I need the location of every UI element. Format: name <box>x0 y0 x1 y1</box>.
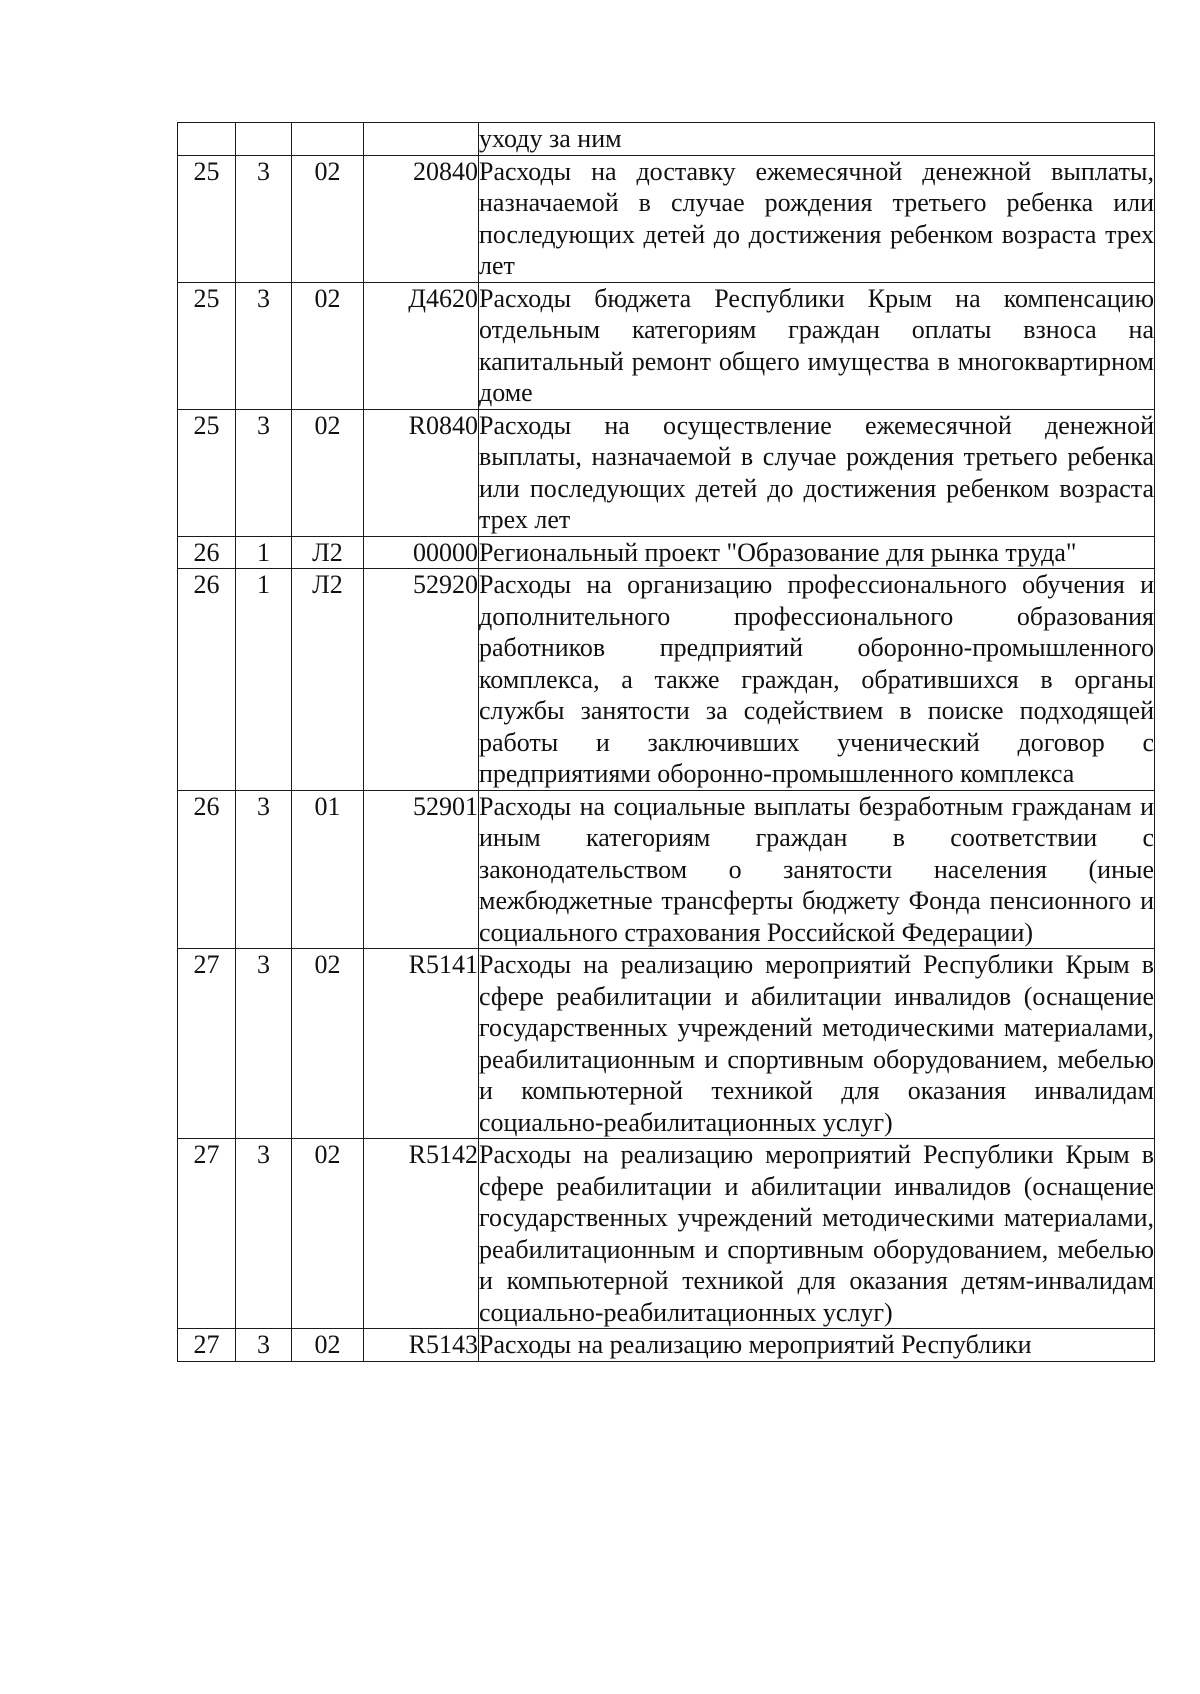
cell-code-1: 27 <box>178 1329 236 1362</box>
cell-code-4: 00000 <box>364 536 479 569</box>
cell-code-3: 01 <box>292 790 364 949</box>
cell-code-1: 27 <box>178 1139 236 1329</box>
table-row <box>178 1329 1155 1362</box>
cell-code-3: Л2 <box>292 569 364 791</box>
table-row <box>178 569 1155 791</box>
table-row <box>178 123 1155 156</box>
cell-code-2: 3 <box>236 409 292 536</box>
cell-code-4: 52901 <box>364 790 479 949</box>
cell-code-2: 1 <box>236 569 292 791</box>
cell-code-4: 20840 <box>364 155 479 282</box>
cell-code-2: 3 <box>236 282 292 409</box>
cell-code-4: R5141 <box>364 949 479 1139</box>
cell-code-4: R0840 <box>364 409 479 536</box>
cell-code-3: 02 <box>292 1139 364 1329</box>
table-row <box>178 155 1155 282</box>
table-row <box>178 949 1155 1139</box>
table-row <box>178 536 1155 569</box>
budget-classification-table <box>177 122 1155 1362</box>
cell-description: Расходы на осуществление ежемесячной денежной выплаты, назначаемой в случае рождения третьего ребенка или последующих детей до достижения ребенком возраста трех лет <box>479 410 1154 534</box>
cell-code-1: 25 <box>178 282 236 409</box>
cell-code-4: Д4620 <box>364 282 479 409</box>
cell-code-3: 02 <box>292 282 364 409</box>
cell-code-4 <box>364 123 479 156</box>
cell-description: Расходы на реализацию мероприятий Республики Крым в сфере реабилитации и абилитации инвалидов (оснащение государственных учреждений методическими материалами, реабилитационным и спортивным оборудованием, мебелью и компьютерной техникой для оказания детям-инвалидам социально-реабилитационных услуг) <box>479 1140 1154 1327</box>
cell-code-2: 3 <box>236 155 292 282</box>
cell-description: Региональный проект "Образование для рынка труда" <box>479 536 1155 569</box>
cell-description: Расходы на реализацию мероприятий Республики <box>479 1329 1155 1362</box>
cell-description: Расходы на реализацию мероприятий Республики Крым в сфере реабилитации и абилитации инвалидов (оснащение государственных учреждений методическими материалами, реабилитационным и спортивным оборудованием, мебелью и компьютерной техникой для оказания инвалидам социально-реабилитационных услуг) <box>479 950 1154 1137</box>
cell-code-2: 3 <box>236 790 292 949</box>
cell-code-2: 3 <box>236 949 292 1139</box>
table-row <box>178 282 1155 409</box>
table-row <box>178 790 1155 949</box>
cell-description: Расходы на организацию профессионального обучения и дополнительного профессионального образования работников предприятий оборонно-промышленного комплекса, а также граждан, обратившихся в органы службы занятости за содействием в поиске подходящей работы и заключивших ученический договор с предприятиями оборонно-промышленного комплекса <box>479 570 1154 788</box>
cell-code-1: 25 <box>178 155 236 282</box>
cell-code-3: Л2 <box>292 536 364 569</box>
cell-code-3: 02 <box>292 155 364 282</box>
cell-description: уходу за ним <box>479 123 1155 156</box>
cell-description: Расходы бюджета Республики Крым на компенсацию отдельным категориям граждан оплаты взноса на капитальный ремонт общего имущества в многоквартирном доме <box>479 283 1154 407</box>
cell-code-1: 26 <box>178 569 236 791</box>
cell-code-1: 27 <box>178 949 236 1139</box>
cell-code-3: 02 <box>292 409 364 536</box>
cell-description: Расходы на социальные выплаты безработным гражданам и иным категориям граждан в соответствии с законодательством о занятости населения (иные межбюджетные трансферты бюджету Фонда пенсионного и социального страхования Российской Федерации) <box>479 791 1154 947</box>
cell-description: Расходы на доставку ежемесячной денежной выплаты, назначаемой в случае рождения третьего ребенка или последующих детей до достижения ребенком возраста трех лет <box>479 156 1154 280</box>
cell-code-3: 02 <box>292 1329 364 1362</box>
cell-code-2: 3 <box>236 1329 292 1362</box>
table-row <box>178 409 1155 536</box>
cell-code-2: 1 <box>236 536 292 569</box>
cell-code-2: 3 <box>236 1139 292 1329</box>
cell-code-4: 52920 <box>364 569 479 791</box>
cell-code-1: 25 <box>178 409 236 536</box>
cell-code-4: R5143 <box>364 1329 479 1362</box>
cell-code-3 <box>292 123 364 156</box>
cell-code-2 <box>236 123 292 156</box>
cell-code-3: 02 <box>292 949 364 1139</box>
cell-code-1: 26 <box>178 790 236 949</box>
cell-code-4: R5142 <box>364 1139 479 1329</box>
table-row <box>178 1139 1155 1329</box>
cell-code-1 <box>178 123 236 156</box>
cell-code-1: 26 <box>178 536 236 569</box>
